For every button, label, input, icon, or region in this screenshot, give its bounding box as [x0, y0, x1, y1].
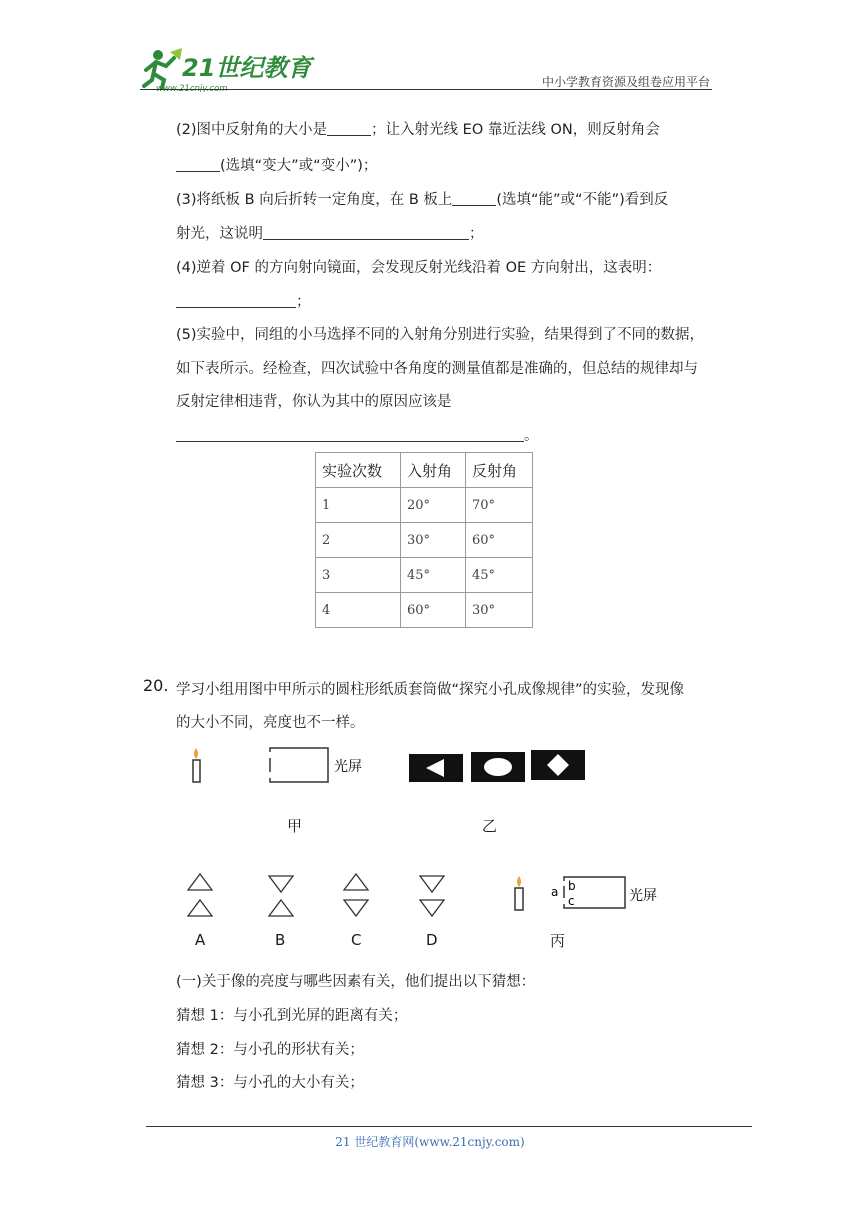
answer-blank[interactable] [176, 293, 296, 308]
q19-part5-text-c: 反射定律相违背，你认为其中的原因应该是 [176, 394, 452, 410]
q19-part3-line1 [176, 188, 668, 209]
option-label-b: B [275, 931, 286, 949]
option-a-image [188, 874, 212, 916]
screen-label: 光屏 [334, 759, 362, 775]
table-cell: 45° [401, 558, 466, 593]
footer-link[interactable]: 21 世纪教育网(www.21cnjy.com) [335, 1135, 525, 1149]
candle-icon [515, 876, 523, 910]
answer-blank[interactable] [176, 427, 524, 442]
q19-part2-line1 [176, 118, 660, 139]
q20-part1-text: (一)关于像的亮度与哪些因素有关，他们提出以下猜想： [176, 974, 536, 990]
table-cell: 20° [401, 488, 466, 523]
answer-blank[interactable] [263, 225, 469, 240]
diamond-hole-icon [531, 750, 585, 780]
footer-divider [146, 1126, 752, 1127]
options-figure [184, 870, 454, 924]
q20-intro-text-b: 的大小不同，亮度也不一样。 [176, 715, 365, 731]
option-c-image [344, 874, 368, 916]
figure-label-bing: 丙 [550, 932, 566, 950]
table-cell: 4 [316, 593, 401, 628]
q20-intro-text-a: 学习小组用图中甲所示的圆柱形纸质套筒做“探究小孔成像规律”的实验，发现像 [176, 682, 685, 698]
option-b-image [269, 876, 293, 916]
q19-part5-line4 [176, 424, 539, 445]
question-number: 20. [143, 676, 169, 695]
q19-part2-text-a: (2)图中反射角的大小是 [176, 122, 328, 138]
option-label-a: A [195, 931, 206, 949]
table-row [316, 523, 533, 558]
header-divider [140, 89, 712, 90]
table-cell: 2 [316, 523, 401, 558]
screen-label: 光屏 [629, 888, 657, 904]
logo-text: 21世纪教育 [182, 54, 312, 82]
q19-part5-line3 [176, 390, 452, 411]
q20-intro-line2 [176, 711, 365, 732]
q20-guess2-text: 猜想 2：与小孔的形状有关； [176, 1042, 364, 1058]
q19-part2-line2 [176, 154, 377, 175]
q19-part3-text-c: 射光，这说明 [176, 226, 263, 242]
q20-intro-line1 [176, 678, 684, 699]
q19-part4-text-a: (4)逆着 OF 的方向射向镜面，会发现反射光线沿着 OE 方向射出，这表明： [176, 260, 662, 276]
table-cell: 30° [466, 593, 533, 628]
table-header-cell: 实验次数 [316, 453, 401, 488]
table-cell: 60° [466, 523, 533, 558]
q20-guess1-text: 猜想 1：与小孔到光屏的距离有关； [176, 1008, 408, 1024]
table-cell: 45° [466, 558, 533, 593]
q19-part3-text-a: (3)将纸板 B 向后折转一定角度，在 B 板上 [176, 192, 453, 208]
table-cell: 70° [466, 488, 533, 523]
platform-name: 中小学教育资源及组卷应用平台 [541, 75, 710, 89]
q19-part4-line1 [176, 256, 661, 277]
q19-part3-text-d: ； [469, 226, 484, 242]
q19-part5-text-b: 如下表所示。经检查，四次试验中各角度的测量值都是准确的，但总结的规律却与 [176, 361, 698, 377]
position-label-a: a [551, 885, 559, 899]
table-row [316, 593, 533, 628]
position-label-b: b [568, 879, 576, 893]
answer-blank[interactable] [176, 157, 220, 172]
figure-label-jia: 甲 [287, 817, 303, 835]
option-d-image [420, 876, 444, 916]
q19-part5-text-d: 。 [524, 428, 539, 444]
q20-guess3-text: 猜想 3：与小孔的大小有关； [176, 1075, 364, 1091]
site-logo [140, 46, 315, 92]
q19-part5-line1 [176, 323, 704, 344]
position-label-c: c [568, 894, 575, 908]
figure-jia [186, 744, 376, 788]
q19-part4-line2 [176, 290, 311, 311]
option-label-c: C [351, 931, 362, 949]
table-cell: 60° [401, 593, 466, 628]
figure-bing [511, 872, 667, 916]
table-header-cell: 入射角 [401, 453, 466, 488]
experiment-table [315, 452, 533, 628]
figure-yi [409, 750, 585, 784]
q19-part3-line2 [176, 222, 484, 243]
table-cell: 30° [401, 523, 466, 558]
table-row [316, 488, 533, 523]
q20-part1-line [176, 970, 535, 991]
q19-part5-text-a: (5)实验中，同组的小马选择不同的入射角分别进行实验，结果得到了不同的数据， [176, 327, 705, 343]
tube-icon [270, 748, 328, 782]
q19-part5-line2 [176, 357, 698, 378]
q19-part2-text-b: ；让入射光线 EO 靠近法线 ON，则反射角会 [371, 122, 660, 138]
table-header-row [316, 453, 533, 488]
circle-hole-icon [471, 752, 525, 782]
q19-part4-text-b: ； [296, 294, 311, 310]
table-header-cell: 反射角 [466, 453, 533, 488]
answer-blank[interactable] [452, 191, 496, 206]
q20-guess3-line [176, 1071, 364, 1092]
q19-part2-text-c: (选填“变大”或“变小”)； [220, 158, 378, 174]
figure-label-yi: 乙 [482, 817, 498, 835]
answer-blank[interactable] [327, 121, 371, 136]
q20-guess1-line [176, 1004, 407, 1025]
option-label-d: D [426, 931, 438, 949]
table-cell: 1 [316, 488, 401, 523]
candle-icon [193, 748, 200, 782]
logo-url: www.21cnjy.com [156, 84, 228, 92]
table-cell: 3 [316, 558, 401, 593]
table-row [316, 558, 533, 593]
q19-part3-text-b: (选填“能”或“不能”)看到反 [496, 192, 669, 208]
q20-guess2-line [176, 1038, 364, 1059]
triangle-hole-icon [409, 754, 463, 782]
